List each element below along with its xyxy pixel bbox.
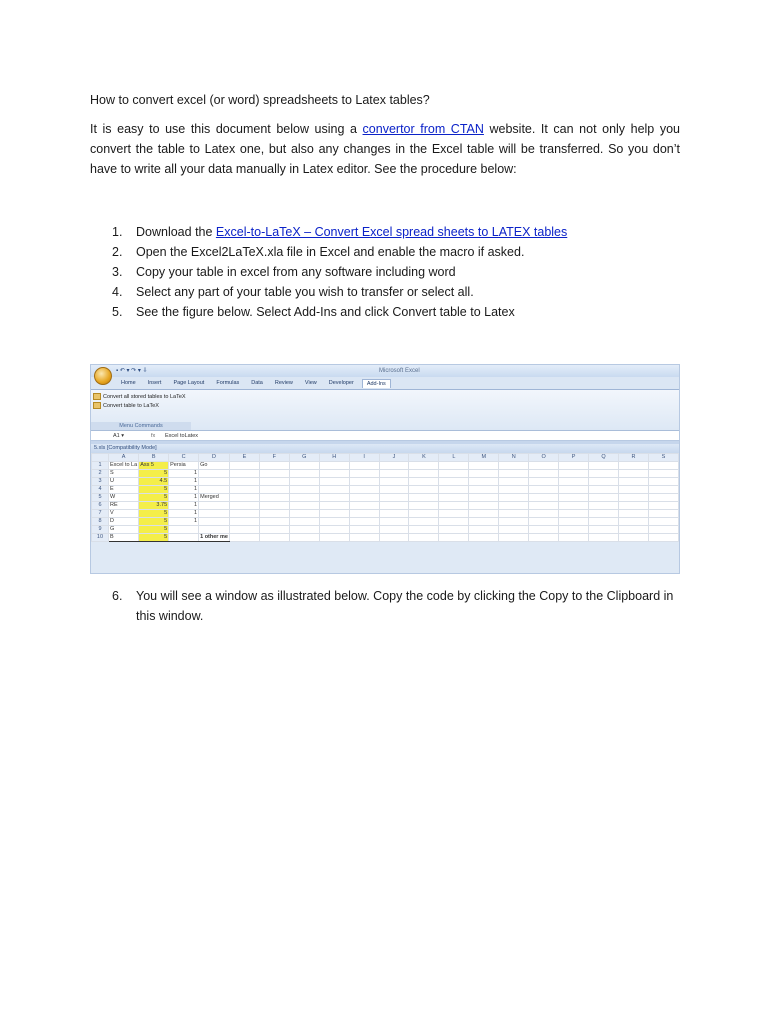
column-header: P <box>559 454 589 462</box>
excel-title-bar <box>91 365 679 377</box>
ribbon-tabs <box>91 377 679 390</box>
step-text: Open the Excel2LaTeX.xla file in Excel and enable the macro if asked. <box>136 245 525 259</box>
column-header: B <box>139 454 169 462</box>
column-header: A <box>108 454 138 462</box>
tab-formulas: Formulas <box>216 380 240 386</box>
column-header: R <box>618 454 648 462</box>
row-header: 4 <box>92 486 109 494</box>
cell-a: RE <box>108 502 138 510</box>
formula-bar <box>91 431 679 441</box>
step-number: 4. <box>112 285 123 299</box>
step-text: See the figure below. Select Add-Ins and click Convert table to Latex <box>136 305 515 319</box>
intro-paragraph <box>90 119 680 179</box>
table-row <box>92 526 679 534</box>
step-number: 2. <box>112 245 123 259</box>
office-button-icon <box>94 367 112 385</box>
cell-c <box>169 526 199 534</box>
name-box <box>91 433 151 439</box>
spreadsheet-grid <box>91 453 679 542</box>
cell-a: E <box>108 486 138 494</box>
cell-b: 3.75 <box>139 502 169 510</box>
cell-a: W <box>108 494 138 502</box>
convert-all-tables-command <box>93 393 186 400</box>
cell-a: G <box>108 526 138 534</box>
cell-b: 5 <box>139 526 169 534</box>
cell-c: 1 <box>169 494 199 502</box>
convert-table-command <box>93 402 159 409</box>
tab-add-ins: Add-Ins <box>362 379 391 388</box>
table-row <box>92 518 679 526</box>
cell-b: 4.5 <box>139 478 169 486</box>
cell-c: 1 <box>169 502 199 510</box>
document-title: How to convert excel (or word) spreadsheets to Latex tables? <box>90 93 430 107</box>
column-header: Q <box>589 454 619 462</box>
cell-d: Go <box>199 462 230 470</box>
column-header: S <box>648 454 678 462</box>
table-row <box>92 494 679 502</box>
row-header: 10 <box>92 534 109 542</box>
table-row <box>92 478 679 486</box>
procedure-list <box>112 222 692 322</box>
cell-c <box>169 534 199 542</box>
excel-app-title: Microsoft Excel <box>379 368 420 374</box>
intro-text-after: website. It can not only help you convert the table to Latex one, but also any changes in the Excel table will be transferred. So you don’t have to write all your data manually in Latex editor. See the procedure below: <box>90 122 680 176</box>
column-header: E <box>229 454 259 462</box>
step-number: 6. <box>112 589 123 603</box>
row-header: 3 <box>92 478 109 486</box>
cell-c: 1 <box>169 510 199 518</box>
cell-d <box>199 526 230 534</box>
chevron-down-icon: ▾ <box>121 432 125 439</box>
row-header: 7 <box>92 510 109 518</box>
row-header: 1 <box>92 462 109 470</box>
step-text: Select any part of your table you wish to transfer or select all. <box>136 285 474 299</box>
ribbon-group-label: Menu Commands <box>91 422 191 430</box>
cell-c: Persia <box>169 462 199 470</box>
macro-icon <box>93 393 101 400</box>
column-header: L <box>439 454 469 462</box>
excel-screenshot <box>90 364 680 574</box>
list-item-step-6 <box>112 586 682 626</box>
step-number: 3. <box>112 265 123 279</box>
step-text: Copy your table in excel from any software including word <box>136 265 456 279</box>
cell-d <box>199 510 230 518</box>
tab-insert: Insert <box>147 380 162 386</box>
table-row <box>92 486 679 494</box>
table-row <box>92 462 679 470</box>
tab-review: Review <box>274 380 293 386</box>
fx-icon: fx <box>151 432 156 439</box>
cell-c: 1 <box>169 518 199 526</box>
tab-home: Home <box>121 380 136 386</box>
list-item <box>112 262 692 282</box>
cell-b: Ass 5 <box>139 462 169 470</box>
cell-b: 5 <box>139 494 169 502</box>
list-item <box>112 302 692 322</box>
cell-b: 5 <box>139 470 169 478</box>
step-text <box>136 222 567 242</box>
column-header: C <box>169 454 199 462</box>
cell-d <box>199 486 230 494</box>
row-header: 5 <box>92 494 109 502</box>
cell-c: 1 <box>169 470 199 478</box>
tab-page-layout: Page Layout <box>173 380 205 386</box>
table-row <box>92 534 679 542</box>
step-number: 5. <box>112 305 123 319</box>
table-row <box>92 470 679 478</box>
column-header: M <box>469 454 499 462</box>
formula-value: Excel toLatex <box>165 432 199 439</box>
cell-a: B <box>108 534 138 542</box>
cell-a: D <box>108 518 138 526</box>
cell-d <box>199 478 230 486</box>
workbook-title: 5.xls [Compatibility Mode] <box>91 444 679 453</box>
row-header: 8 <box>92 518 109 526</box>
name-box-value: A1 <box>113 432 120 439</box>
list-item <box>112 242 692 262</box>
row-header: 9 <box>92 526 109 534</box>
cell-b: 5 <box>139 518 169 526</box>
column-header: N <box>499 454 529 462</box>
cell-a: U <box>108 478 138 486</box>
table-row <box>92 510 679 518</box>
ribbon-panel <box>91 390 679 431</box>
cell-d <box>199 502 230 510</box>
cell-b: 5 <box>139 510 169 518</box>
cell-c: 1 <box>169 486 199 494</box>
intro-text-before: It is easy to use this document below using a <box>90 122 363 136</box>
column-header: O <box>529 454 559 462</box>
cell-d <box>199 518 230 526</box>
row-header: 6 <box>92 502 109 510</box>
command-label: Convert table to LaTeX <box>103 402 159 409</box>
cell-d: Merged <box>199 494 230 502</box>
tab-data: Data <box>251 380 263 386</box>
step-1-text: Download the <box>136 225 216 239</box>
excel-to-latex-link[interactable]: Excel-to-LaTeX – Convert Excel spread sheets to LATEX tables <box>215 225 568 239</box>
cell-a: V <box>108 510 138 518</box>
step-number: 1. <box>112 225 123 239</box>
list-item <box>112 282 692 302</box>
cell-d <box>199 470 230 478</box>
column-header: H <box>319 454 349 462</box>
tab-view: View <box>304 380 317 386</box>
cell-a: S <box>108 470 138 478</box>
column-header: D <box>199 454 230 462</box>
column-header: J <box>379 454 409 462</box>
cell-d: 1 other me <box>200 534 228 540</box>
column-header-row <box>92 454 679 462</box>
row-header: 2 <box>92 470 109 478</box>
cell-a: Excel to La <box>109 462 138 468</box>
cell-b: 5 <box>139 534 169 542</box>
column-header: F <box>259 454 289 462</box>
ctan-convertor-link[interactable]: convertor from CTAN <box>362 122 484 136</box>
macro-icon <box>93 402 101 409</box>
cell-b: 5 <box>139 486 169 494</box>
column-header: K <box>409 454 439 462</box>
list-item <box>112 222 692 242</box>
cell-c: 1 <box>169 478 199 486</box>
column-header: I <box>349 454 379 462</box>
quick-access-toolbar: ▪ ↶ ▾ ↷ ▾ ⇩ <box>116 368 148 374</box>
table-row <box>92 502 679 510</box>
command-label: Convert all stored tables to LaTeX <box>103 393 186 400</box>
corner-cell <box>92 454 109 462</box>
step-text: You will see a window as illustrated below. Copy the code by clicking the Copy to the Clipboard in this window. <box>136 589 674 623</box>
column-header: G <box>289 454 319 462</box>
tab-developer: Developer <box>328 380 354 386</box>
